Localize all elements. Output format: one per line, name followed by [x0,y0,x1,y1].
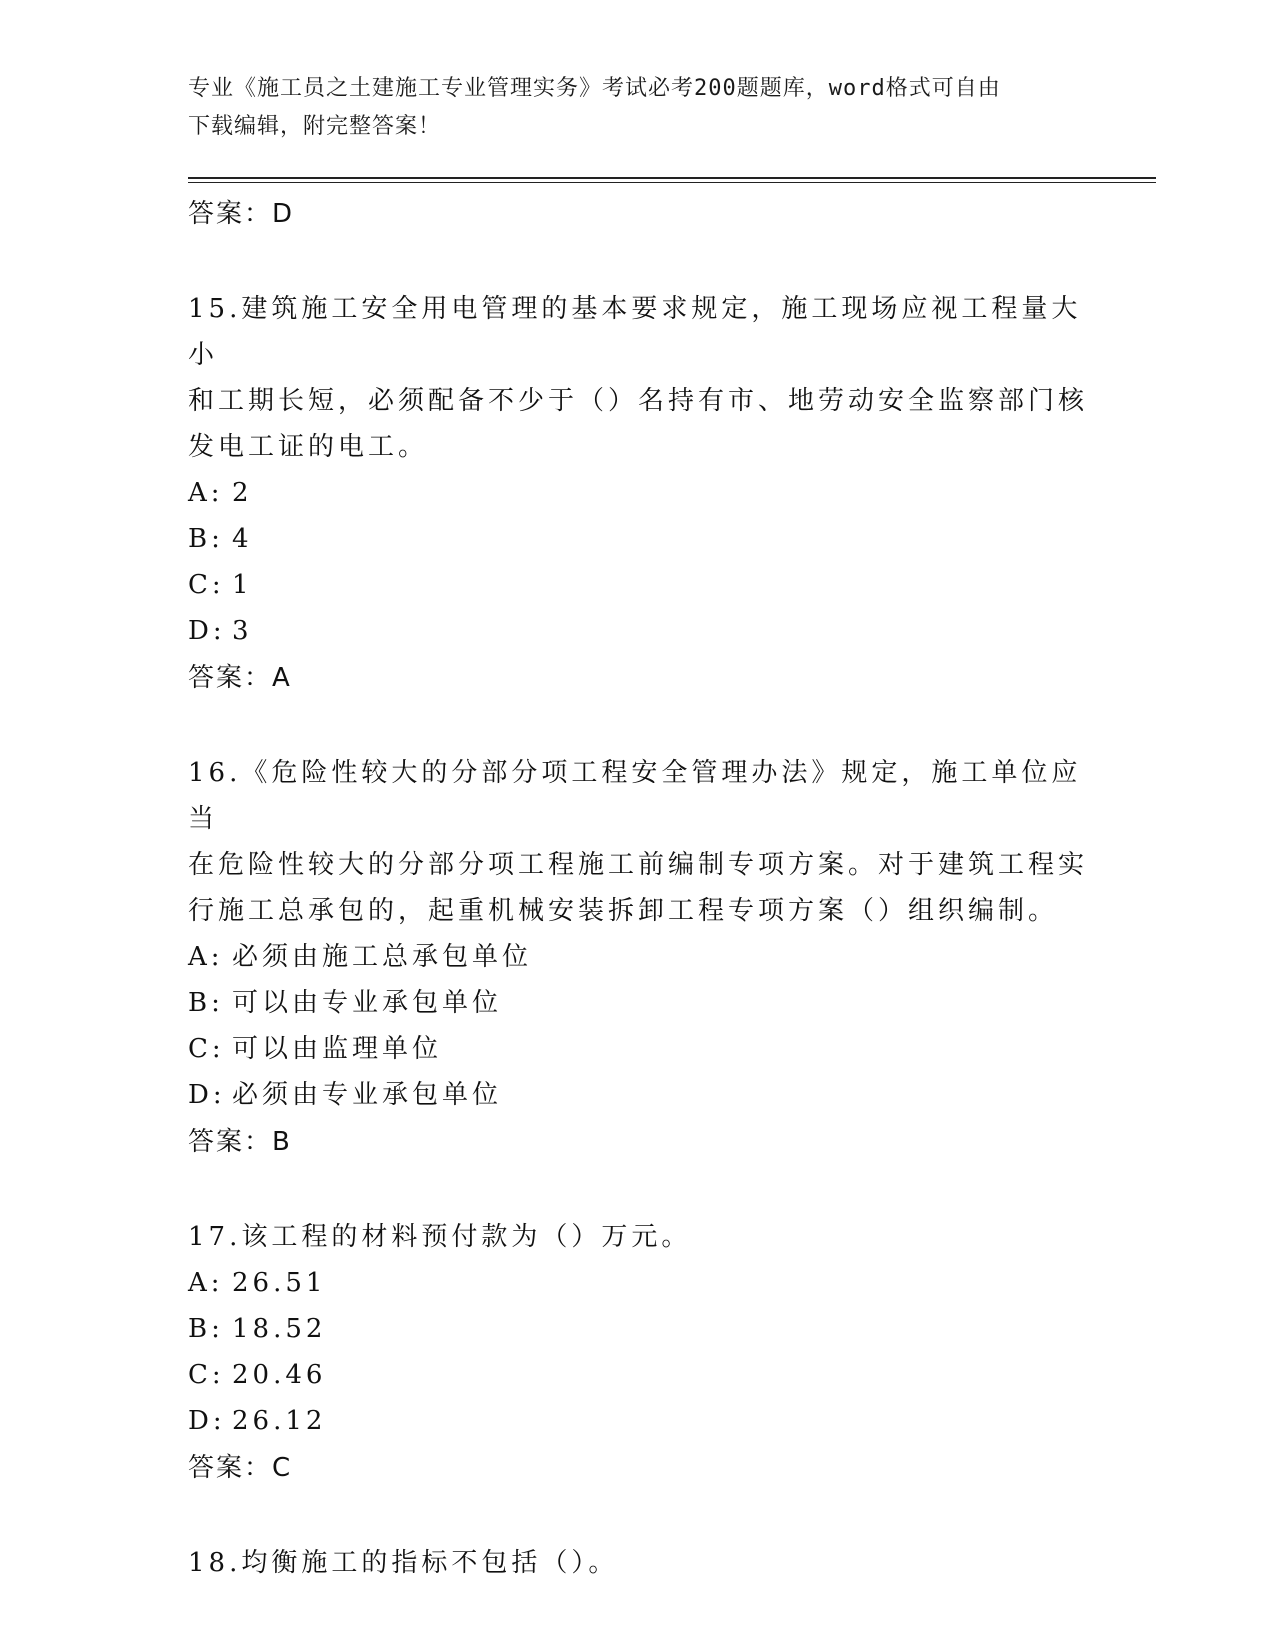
option-text: 必须由施工总承包单位 [232,942,533,972]
document-header [188,70,1078,146]
header-line-1: 专业《施工员之土建施工专业管理实务》考试必考200题题库，word格式可自由 [188,76,1001,101]
question-text [188,750,1088,934]
question-line: 发电工证的电工。 [188,432,429,462]
option-text: 4 [232,524,253,554]
option-letter: A: [188,478,224,508]
option-text: 18.52 [232,1314,327,1344]
option-letter: D: [188,1080,226,1110]
question-line: 17.该工程的材料预付款为（）万元。 [188,1222,692,1252]
answer-line: 答案：A [188,663,292,693]
option-letter: B: [188,524,224,554]
option-letter: A: [188,1268,224,1298]
header-line-2: 下载编辑，附完整答案！ [188,114,442,139]
option-a [188,1260,1088,1306]
option-text: 可以由监理单位 [232,1034,443,1064]
question-line: 在危险性较大的分部分项工程施工前编制专项方案。对于建筑工程实 [188,850,1089,880]
option-a [188,934,1088,980]
option-a [188,470,1088,516]
option-b [188,980,1088,1026]
option-letter: D: [188,616,226,646]
question-text [188,1540,1088,1586]
question-line: 行施工总承包的，起重机械安装拆卸工程专项方案（）组织编制。 [188,896,1059,926]
question-block [188,1214,1088,1492]
spacer [188,238,1088,286]
spacer [188,1492,1088,1540]
option-d [188,1072,1088,1118]
option-b [188,1306,1088,1352]
option-text: 3 [232,616,253,646]
option-letter: A: [188,942,224,972]
option-letter: C: [188,1034,225,1064]
option-text: 2 [232,478,253,508]
option-text: 1 [232,570,253,600]
spacer [188,1166,1088,1214]
option-d [188,1398,1088,1444]
option-letter: B: [188,988,224,1018]
option-d [188,608,1088,654]
option-text: 20.46 [232,1360,327,1390]
question-line: 15.建筑施工安全用电管理的基本要求规定，施工现场应视工程量大小 [188,294,1082,370]
spacer [188,702,1088,750]
header-divider-thin [188,182,1156,183]
option-c [188,562,1088,608]
option-text: 26.51 [232,1268,327,1298]
option-letter: D: [188,1406,226,1436]
option-c [188,1352,1088,1398]
option-text: 可以由专业承包单位 [232,988,503,1018]
header-divider-thick [188,177,1156,179]
option-letter: C: [188,570,225,600]
question-block [188,1540,1088,1586]
question-text [188,1214,1088,1260]
question-block [188,286,1088,702]
option-letter: C: [188,1360,225,1390]
option-letter: B: [188,1314,224,1344]
question-line: 和工期长短，必须配备不少于（）名持有市、地劳动安全监察部门核 [188,386,1089,416]
answer-line: 答案：D [188,199,295,229]
question-line: 16.《危险性较大的分部分项工程安全管理办法》规定，施工单位应当 [188,758,1082,834]
question-text [188,286,1088,470]
option-c [188,1026,1088,1072]
question-line: 18.均衡施工的指标不包括（）。 [188,1548,619,1578]
option-text: 必须由专业承包单位 [232,1080,503,1110]
answer-line: 答案：B [188,1127,292,1157]
answer-line: 答案：C [188,1453,293,1483]
question-list [188,190,1088,1586]
option-b [188,516,1088,562]
option-text: 26.12 [232,1406,327,1436]
question-block [188,750,1088,1166]
